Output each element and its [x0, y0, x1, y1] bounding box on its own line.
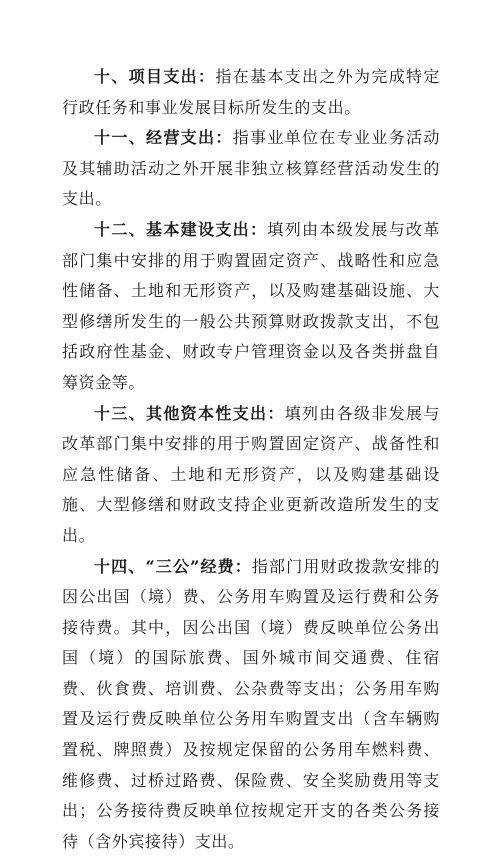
definition-other-capital-expenditure: 填列由各级非发展与改革部门集中安排的用于购置固定资产、战备性和应急性储备、土地和无形资产，以及购建基础设施、大型修缮和财政支持企业更新改造所发生的支出。 — [62, 404, 440, 545]
term-operating-expenditure: 十一、经营支出： — [94, 128, 233, 147]
paragraph-three-public-expenses — [62, 552, 440, 857]
document-page — [62, 62, 440, 857]
paragraph-other-capital-expenditure — [62, 399, 440, 552]
term-other-capital-expenditure: 十三、其他资本性支出： — [94, 404, 285, 423]
definition-project-expenditure: 指在基本支出之外为完成特定行政任务和事业发展目标所发生的支出。 — [62, 67, 440, 117]
definition-operating-expenditure: 指事业单位在专业业务活动及其辅助活动之外开展非独立核算经营活动发生的支出。 — [62, 128, 440, 208]
definition-capital-construction: 填列由本级发展与改革部门集中安排的用于购置固定资产、战略性和应急性储备、土地和无形资产，以及购建基础设施、大型修缮所发生的一般公共预算财政拨款支出，不包括政府性基金、财政专户管理资金以及各类拼盘自筹资金等。 — [62, 220, 440, 392]
term-capital-construction: 十二、基本建设支出： — [94, 220, 267, 239]
paragraph-project-expenditure — [62, 62, 440, 123]
definition-three-public-expenses: 指部门用财政拨款安排的因公出国（境）费、公务用车购置及运行费和公务接待费。其中，因公出国（境）费反映单位公务出国（境）的国际旅费、国外城市间交通费、住宿费、伙食费、培训费、公杂费等支出；公务用车购置及运行费反映单位公务用车购置支出（含车辆购置税、牌照费）及按规定保留的公务用车燃料费、维修费、过桥过路费、保险费、安全奖励费用等支出；公务接待费反映单位按规定开支的各类公务接待（含外宾接待）支出。 — [62, 557, 440, 851]
term-project-expenditure: 十、项目支出： — [94, 67, 215, 86]
paragraph-capital-construction — [62, 215, 440, 399]
paragraph-operating-expenditure — [62, 123, 440, 215]
term-three-public-expenses: 十四、“三公”经费： — [94, 557, 252, 576]
